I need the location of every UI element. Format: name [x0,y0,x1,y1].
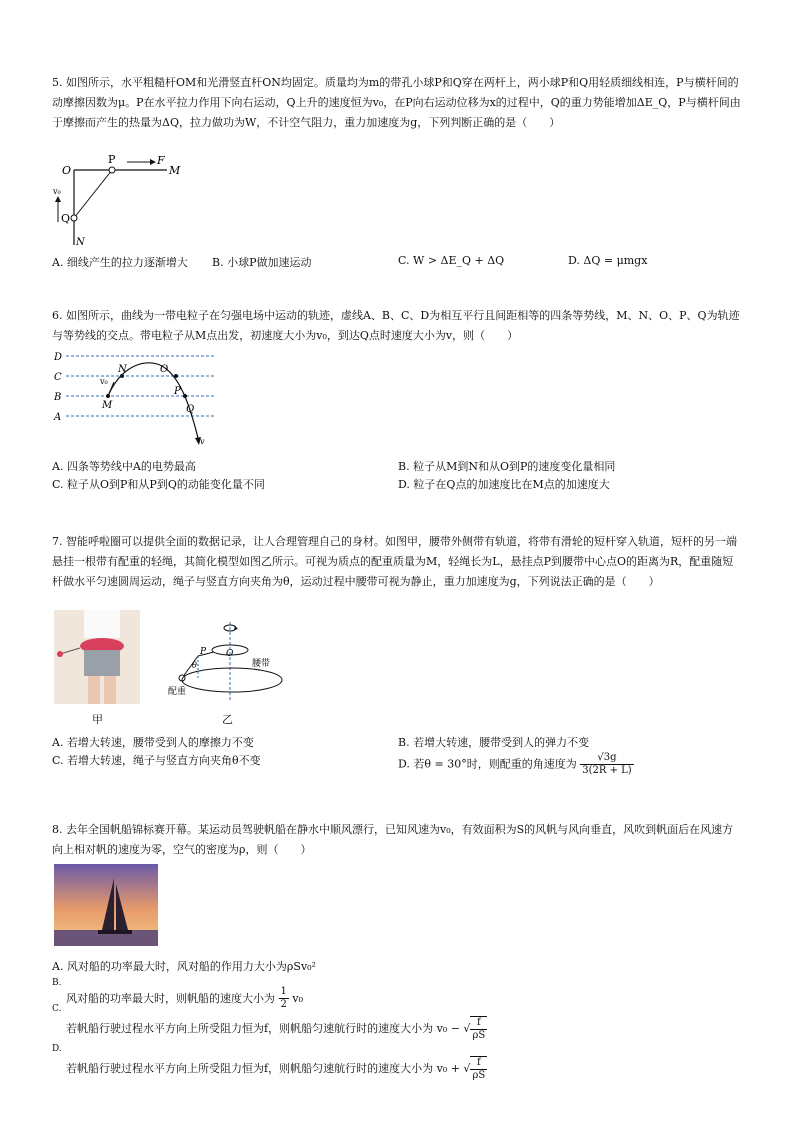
fig6-v0: v₀ [100,377,108,386]
question-6-figure [52,346,222,446]
q8-c-rad-numerator: f [470,1017,487,1030]
fig5-N: N [76,237,85,248]
q7-option-a[interactable]: A. 若增大转速，腰带受到人的摩擦力不变 [52,736,254,749]
fig6-A: A [54,412,62,423]
q8-option-d-letter: D. [52,1044,62,1054]
q7-option-d-text: D. 若θ = 30°时，则配重的角速度为 [398,757,577,771]
q8-option-a[interactable]: A. 风对船的功率最大时，风对船的作用力大小为ρSv₀² [52,960,316,973]
q8-option-d-expr: v₀ + [436,1062,460,1075]
question-5-figure [52,150,192,250]
q8-option-b-letter: B. [52,978,62,988]
q8-option-b-text: 风对船的功率最大时，则帆船的速度大小为 [66,991,275,1005]
question-7-stem: 7. 智能呼啦圈可以提供全面的数据记录，让人合理管理自己的身材。如图甲，腰带外侧带有轨道，将带有滑轮的短杆穿入轨道，短杆的另一端悬挂一根带有配重的轻绳，其简化模型如图乙所示。可视为质点的配重质量为M，轻绳长为L，悬挂点P到腰带中心点O的距离为R，配重随短杆做水平匀速圆周运动，绳子与竖直方向夹角为θ，运动过程中腰带可视为静止，重力加速度为g，下列说法正确的是（ ） [52,535,737,588]
fig7-O: O [226,649,234,659]
fig6-N: N [118,364,127,375]
q8-option-d-radical: √ $\frac{f}{\rho S}$ [463,1057,486,1081]
q8-c-rad-denominator: ρS [472,1030,486,1041]
fig5-M: M [169,164,181,177]
q8-option-c-letter: C. [52,1004,62,1014]
fig6-B: B [54,392,62,403]
fig5-F: F [157,154,165,167]
fig5-O: O [62,164,72,177]
fig6-Q: Q [186,404,195,415]
q8-b-numerator: 1 [280,986,287,997]
q6-option-c[interactable]: C. 粒子从O到P和从P到Q的动能变化量不同 [52,478,265,491]
q8-option-c-text: 若帆船行驶过程水平方向上所受阻力恒为f，则帆船匀速航行时的速度大小为 [66,1022,434,1035]
fig7-weight: 配重 [168,687,187,697]
caption-jia: 甲 [92,713,103,726]
q7-d-numerator: √3g [580,752,633,765]
fig6-D: D [54,352,63,363]
q6-option-b[interactable]: B. 粒子从M到N和从O到P的速度变化量相同 [398,460,616,473]
fig7-P: P [200,647,207,657]
q7-option-d[interactable] [398,752,634,777]
question-7 [52,532,742,592]
q8-b-denominator: 2 [280,999,287,1010]
fig7-belt: 腰带 [252,659,271,669]
fig6-O: O [160,364,169,375]
q6-option-a[interactable]: A. 四条等势线中A的电势最高 [52,460,196,473]
q8-option-b-tail: v₀ [292,991,303,1005]
question-6 [52,306,742,346]
q5-option-d[interactable]: D. ΔQ = μmgx [568,254,648,267]
caption-yi: 乙 [222,713,233,726]
sailboat-photo [54,864,158,946]
q5-option-c[interactable]: C. W > ΔE_Q + ΔQ [398,254,505,267]
question-6-stem: 6. 如图所示，曲线为一带电粒子在匀强电场中运动的轨迹，虚线A、B、C、D为相互平行且间距相等的四条等势线，M、N、O、P、Q为轨迹与等势线的交点。带电粒子从M点出发，初速度大小为v₀，到达Q点时速度大小为v，则（ ） [52,309,740,342]
q8-d-rad-denominator: ρS [472,1070,486,1081]
q8-option-c-expr: v₀ − [436,1022,460,1035]
q5-option-b[interactable]: B. 小球P做加速运动 [212,256,312,269]
question-5 [52,73,742,133]
fig6-M: M [102,400,113,411]
q5-option-a[interactable]: A. 细线产生的拉力逐渐增大 [52,256,188,269]
q8-option-d-text: 若帆船行驶过程水平方向上所受阻力恒为f，则帆船匀速航行时的速度大小为 [66,1062,434,1075]
hula-hoop-photo [54,610,140,704]
fig7-theta: θ [192,661,197,670]
fig5-v0: v₀ [53,187,61,196]
q8-option-c-radical: √ $\frac{f}{\rho S}$ [463,1017,486,1041]
q7-option-c[interactable]: C. 若增大转速，绳子与竖直方向夹角θ不变 [52,754,261,767]
q6-option-d[interactable]: D. 粒子在Q点的加速度比在M点的加速度大 [398,478,610,491]
question-5-stem: 5. 如图所示，水平粗糙杆OM和光滑竖直杆ON均固定。质量均为m的带孔小球P和Q穿在两杆上，两小球P和Q用轻质细线相连，P与横杆间的动摩擦因数为μ。P在水平拉力作用下向右运动，Q上升的速度恒为v₀，在P向右运动位移为x的过程中，Q的重力势能增加ΔE_Q，P与横杆间由于摩擦而产生的热量为ΔQ，拉力做功为W，不计空气阻力，重力加速度为g，下列判断正确的是（ ） [52,76,741,129]
fig5-P: P [108,153,116,166]
q7-d-denominator: 3(2R + L) [582,765,632,776]
q8-d-rad-numerator: f [470,1057,487,1070]
q7-option-b[interactable]: B. 若增大转速，腰带受到人的弹力不变 [398,736,590,749]
q8-option-b[interactable] [52,978,303,1010]
fig6-P: P [174,386,181,397]
fig6-C: C [54,372,62,383]
question-8-stem: 8. 去年全国帆船锦标赛开幕。某运动员驾驶帆船在静水中顺风漂行，已知风速为v₀，有效面积为S的风帆与风向垂直，风吹到帆面后在风速方向上相对帆的速度为零，空气的密度为ρ，则（ ） [52,823,734,856]
fig6-v: v [200,437,205,446]
q7-option-d-fraction [580,752,633,777]
question-8 [52,820,742,860]
fig5-Q: Q [61,212,71,225]
question-7-figure [168,622,288,704]
